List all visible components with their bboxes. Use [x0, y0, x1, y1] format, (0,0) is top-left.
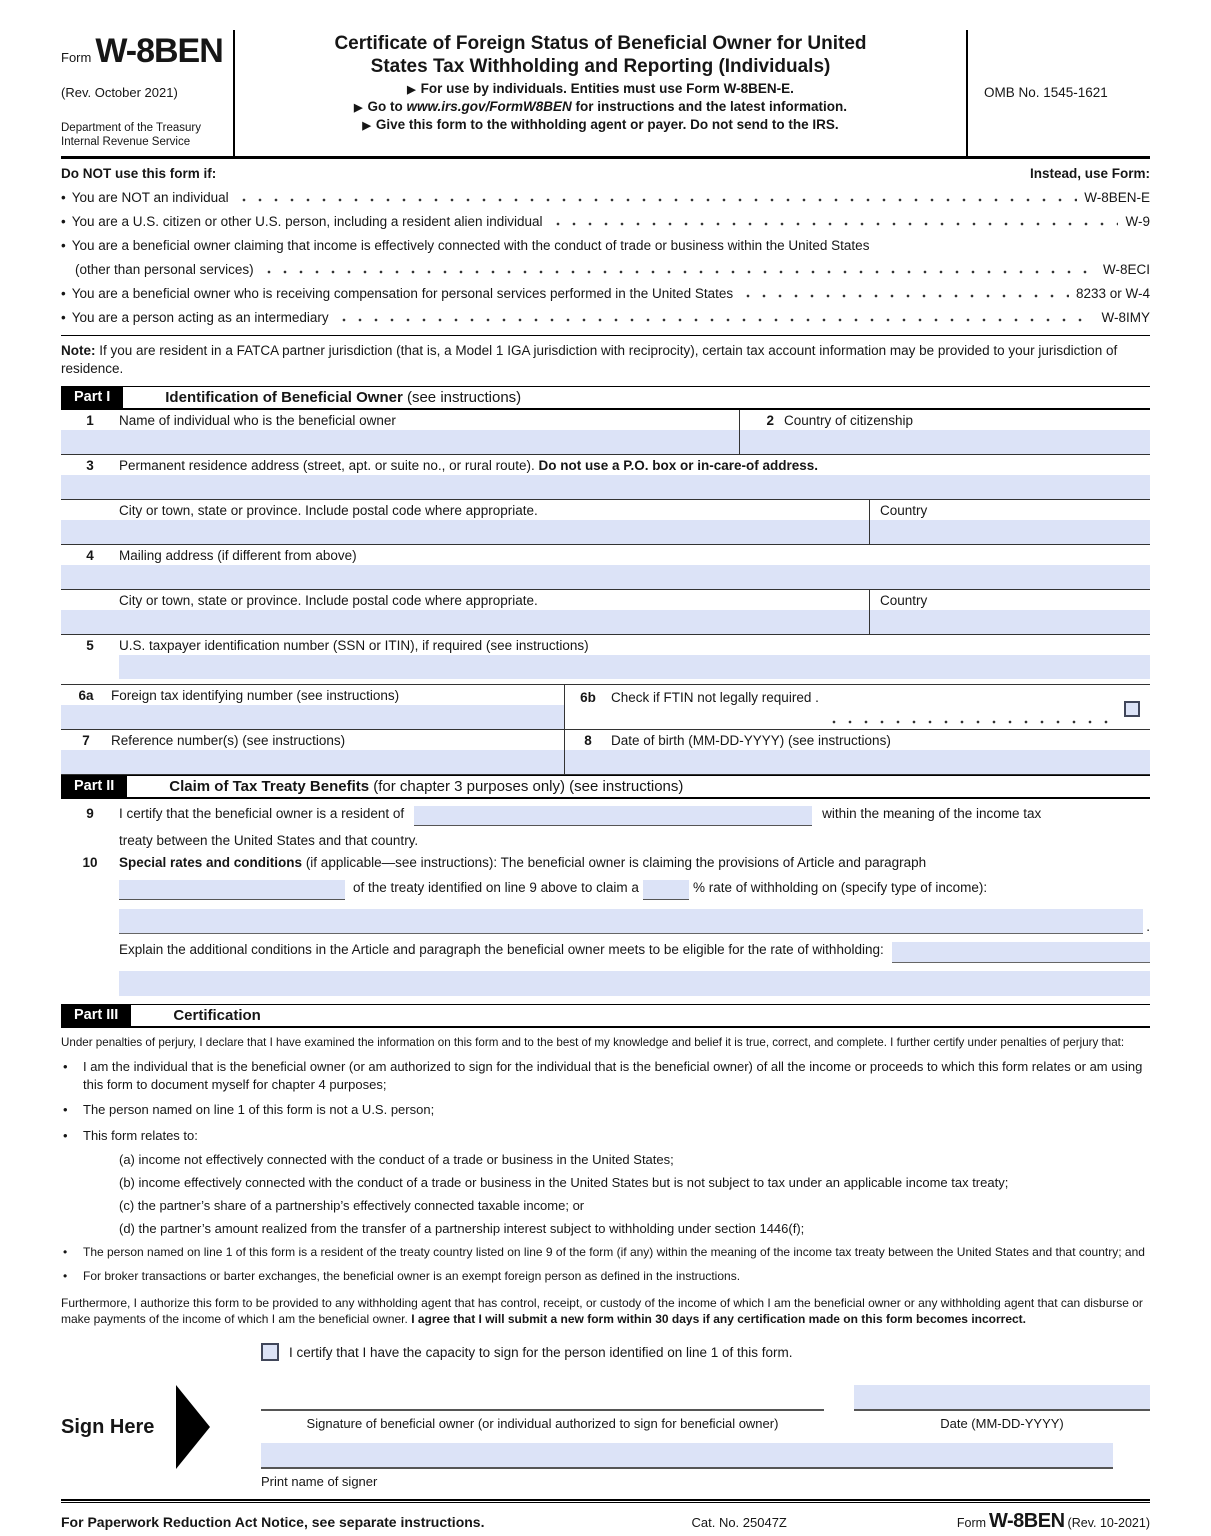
sign-area — [61, 1343, 1150, 1489]
do-not-use-rule — [61, 310, 1150, 325]
divider — [61, 1499, 1150, 1503]
line3-label: Permanent residence address (street, apt. or suite no., or rural route). — [119, 458, 539, 474]
rule-text: • You are NOT an individual — [61, 190, 229, 205]
rule-text: • You are a U.S. citizen or other U.S. person, including a resident alien individual — [61, 214, 543, 229]
field-additional-conditions-1[interactable] — [892, 942, 1150, 963]
do-not-use-rule — [75, 262, 1150, 277]
checkbox-capacity-to-sign[interactable] — [261, 1343, 279, 1361]
cert-item-a: (a) income not effectively connected with the conduct of a trade or business in the United States; — [119, 1152, 674, 1168]
line7-label: Reference number(s) (see instructions) — [111, 733, 346, 749]
line9-text-post: within the meaning of the income tax — [822, 806, 1042, 822]
part3-label: Part III — [61, 1005, 131, 1026]
rule-text: (other than personal services) — [75, 261, 254, 277]
note-text: If you are resident in a FATCA partner jurisdiction (that is, a Model 1 IGA jurisdiction with reciprocity), certain tax account information may be provided to your jurisdiction of residence. — [61, 342, 1118, 376]
part1-header — [61, 386, 1150, 410]
line8-number: 8 — [584, 733, 592, 749]
field-ssn-itin[interactable] — [119, 655, 1150, 679]
line3-label-bold: Do not use a P.O. box or in-care-of address. — [538, 458, 819, 474]
row-line4 — [61, 545, 1150, 590]
print-name-label: Print name of signer — [261, 1474, 378, 1490]
city-label-1: City or town, state or province. Include postal code where appropriate. — [119, 503, 538, 519]
line6b-label: Check if FTIN not legally required . — [611, 690, 819, 706]
furthermore-text: Furthermore, I authorize this form to be provided to any withholding agent that has control, receipt, or custody of the income of which I am the beneficial owner or any withholding agent that can disburse or make payments of the income of which I am the beneficial owner. — [61, 1295, 1143, 1326]
rule-form: W-8IMY — [1101, 309, 1150, 325]
form-title-line1: Certificate of Foreign Status of Beneficial Owner for United — [334, 33, 867, 54]
signature-label: Signature of beneficial owner (or individual authorized to sign for beneficial owner) — [306, 1416, 779, 1432]
row-line5 — [61, 635, 1150, 685]
part1-label: Part I — [61, 387, 123, 408]
line8-label: Date of birth (MM-DD-YYYY) (see instructions) — [611, 733, 891, 749]
arrow-icon — [362, 117, 375, 132]
signature-line[interactable] — [261, 1367, 824, 1411]
line10-text-post: % rate of withholding on (specify type of income): — [692, 880, 988, 896]
capacity-statement: I certify that I have the capacity to sign for the person identified on line 1 of this form. — [289, 1344, 793, 1360]
sign-here-label: Sign Here — [61, 1415, 155, 1438]
cert-item-c: (c) the partner’s share of a partnership’s effectively connected taxable income; or — [119, 1198, 585, 1214]
dot-leader — [236, 198, 1078, 202]
line6a-label: Foreign tax identifying number (see instructions) — [111, 688, 400, 704]
rule-form: 8233 or W-4 — [1075, 285, 1150, 301]
dot-leader — [826, 720, 1117, 724]
line9-number: 9 — [86, 806, 94, 822]
row-line7-line8 — [61, 730, 1150, 775]
perjury-statement: Under penalties of perjury, I declare that I have examined the information on this form and to the best of my knowledge and belief it is true, correct, and complete. I further certify under penalties of perjury that: — [61, 1036, 1125, 1050]
form-id-block — [61, 30, 233, 156]
note-label: Note: — [61, 342, 96, 358]
part1-title-note: (see instructions) — [406, 389, 522, 407]
rule-form: W-8BEN-E — [1084, 189, 1150, 205]
rule-text: • You are a beneficial owner claiming that income is effectively connected with the conduct of trade or business within the United States — [61, 238, 1150, 253]
rule-text: • You are a person acting as an intermediary — [61, 310, 329, 325]
do-not-use-rule — [61, 286, 1150, 301]
dot-leader — [336, 318, 1095, 322]
line6b-number: 6b — [580, 690, 596, 706]
cert-item-b: (b) income effectively connected with the conduct of a trade or business in the United States but is not subject to tax under an applicable income tax treaty; — [119, 1175, 1009, 1191]
line10-period: . — [1146, 919, 1150, 935]
field-withholding-rate[interactable] — [643, 880, 689, 900]
row-line1-line2 — [61, 410, 1150, 455]
bullet-icon — [61, 1058, 83, 1093]
footer-revision: (Rev. 10-2021) — [1067, 1516, 1150, 1531]
field-country-2[interactable] — [870, 610, 1150, 634]
bullet-icon — [61, 1244, 83, 1260]
catalog-number: Cat. No. 25047Z — [691, 1515, 787, 1531]
field-article-paragraph[interactable] — [119, 880, 345, 900]
line5-label: U.S. taxpayer identification number (SSN or ITIN), if required (see instructions) — [119, 638, 589, 654]
cert-bullet-4: The person named on line 1 of this form is a resident of the treaty country listed on line 9 of the form (if any) within the meaning of the income tax treaty between the United States and that country; and — [83, 1245, 1145, 1260]
line10-label-bold: Special rates and conditions — [119, 855, 303, 871]
irs-url: www.irs.gov/FormW8BEN — [406, 99, 572, 115]
subtitle-1: For use by individuals. Entities must use Form W-8BEN-E. — [420, 81, 794, 97]
part3-header — [61, 1004, 1150, 1028]
field-additional-conditions-2[interactable] — [119, 971, 1150, 996]
form-header — [61, 30, 1150, 159]
cert-bullet-3: This form relates to: — [83, 1127, 198, 1143]
rule-form: W-9 — [1125, 213, 1150, 229]
bullet-icon — [61, 1127, 83, 1145]
arrow-icon — [407, 81, 420, 96]
field-city-1[interactable] — [61, 520, 869, 544]
do-not-use-heading: Do NOT use this form if: — [61, 165, 217, 181]
cert-bullet-1: I am the individual that is the beneficial owner (or am authorized to sign for the individual that is the beneficial owner) of all the income or proceeds to which this form relates or am using this form to document myself for chapter 4 purposes; — [83, 1059, 1143, 1092]
field-name[interactable] — [61, 430, 739, 454]
form-word: Form — [61, 50, 92, 65]
field-permanent-address[interactable] — [61, 475, 1150, 499]
subtitle-3: Give this form to the withholding agent or payer. Do not send to the IRS. — [375, 117, 839, 133]
field-ftin[interactable] — [61, 705, 564, 729]
line5-number: 5 — [86, 638, 94, 654]
form-number: W-8BEN — [95, 32, 223, 70]
field-income-type[interactable] — [119, 909, 1143, 934]
field-city-2[interactable] — [61, 610, 869, 634]
part2-header — [61, 775, 1150, 799]
field-treaty-country[interactable] — [414, 806, 812, 826]
omb-number: OMB No. 1545-1621 — [984, 85, 1108, 101]
do-not-use-rule — [61, 214, 1150, 229]
cert-bullet-2: The person named on line 1 of this form is not a U.S. person; — [83, 1102, 435, 1118]
furthermore-bold: I agree that I will submit a new form within 30 days if any certification made on this form becomes incorrect. — [411, 1311, 1026, 1326]
line2-label: Country of citizenship — [784, 413, 914, 429]
dot-leader — [550, 222, 1119, 226]
country-label-1: Country — [880, 503, 928, 519]
bullet-icon — [61, 1268, 83, 1284]
part1-title: Identification of Beneficial Owner — [165, 389, 407, 407]
line9-continuation: treaty between the United States and that country. — [119, 833, 419, 849]
line1-label: Name of individual who is the beneficial owner — [119, 413, 396, 429]
agency-line2: Internal Revenue Service — [61, 135, 191, 148]
cert-item-d: (d) the partner’s amount realized from the transfer of a partnership interest subject to withholding under section 1446(f); — [119, 1221, 805, 1237]
rule-form: W-8ECI — [1102, 261, 1150, 277]
subtitle-2-pre: Go to — [367, 99, 407, 115]
divider — [61, 335, 1150, 336]
form-title-line2: States Tax Withholding and Reporting (Individuals) — [370, 56, 831, 78]
sign-here-arrow-icon — [176, 1385, 210, 1469]
checkbox-ftin-not-required[interactable] — [1124, 701, 1140, 717]
line6a-number: 6a — [78, 688, 94, 704]
city-label-2: City or town, state or province. Include postal code where appropriate. — [119, 593, 538, 609]
field-country-citizenship[interactable] — [740, 430, 1150, 454]
footer-form-word: Form — [956, 1516, 987, 1531]
row-city-country-2 — [61, 590, 1150, 635]
paperwork-notice: For Paperwork Reduction Act Notice, see separate instructions. — [61, 1514, 485, 1531]
field-date-signed[interactable] — [854, 1385, 1150, 1411]
row-line6 — [61, 685, 1150, 730]
line10-label-rest: (if applicable—see instructions): The beneficial owner is claiming the provisions of Article and paragraph — [302, 855, 927, 871]
line10-number: 10 — [82, 855, 98, 871]
line4-label: Mailing address (if different from above) — [119, 548, 357, 564]
line2-number: 2 — [766, 413, 774, 429]
field-print-name[interactable] — [261, 1443, 1113, 1469]
part3-title: Certification — [173, 1007, 261, 1025]
bullet-icon — [61, 1101, 83, 1119]
field-country-1[interactable] — [870, 520, 1150, 544]
line4-number: 4 — [86, 548, 94, 564]
field-date-of-birth[interactable] — [565, 750, 1150, 774]
line9-text-pre: I certify that the beneficial owner is a resident of — [119, 806, 405, 822]
country-label-2: Country — [880, 593, 928, 609]
line1-number: 1 — [86, 413, 94, 429]
footer-form-number: W-8BEN — [989, 1510, 1065, 1533]
line10-explain-text: Explain the additional conditions in the Article and paragraph the beneficial owner meets to be eligible for the rate of withholding: — [119, 942, 884, 958]
part2-title: Claim of Tax Treaty Benefits — [169, 778, 374, 796]
rule-text: • You are a beneficial owner who is receiving compensation for personal services performed in the United States — [61, 286, 733, 301]
dot-leader — [740, 294, 1069, 298]
revision-date: (Rev. October 2021) — [61, 85, 178, 100]
form-title-block — [233, 30, 968, 156]
line10-text-mid: of the treaty identified on line 9 above to claim a — [353, 880, 639, 896]
part2-title-note: (for chapter 3 purposes only) (see instructions) — [373, 778, 684, 796]
row-city-country-1 — [61, 500, 1150, 545]
field-reference-numbers[interactable] — [61, 750, 564, 774]
arrow-icon — [354, 99, 367, 114]
part2-label: Part II — [61, 776, 127, 797]
line3-number: 3 — [86, 458, 94, 474]
do-not-use-rule — [61, 190, 1150, 205]
dot-leader — [261, 270, 1096, 274]
field-mailing-address[interactable] — [61, 565, 1150, 589]
agency-line1: Department of the Treasury — [61, 122, 201, 134]
subtitle-2-post: for instructions and the latest information. — [571, 99, 848, 115]
cert-bullet-5: For broker transactions or barter exchanges, the beneficial owner is an exempt foreign person as defined in the instructions. — [83, 1269, 741, 1284]
date-label: Date (MM-DD-YYYY) — [940, 1416, 1064, 1432]
row-line3 — [61, 455, 1150, 500]
instead-use-form-heading: Instead, use Form: — [1029, 165, 1150, 181]
line7-number: 7 — [82, 733, 90, 749]
